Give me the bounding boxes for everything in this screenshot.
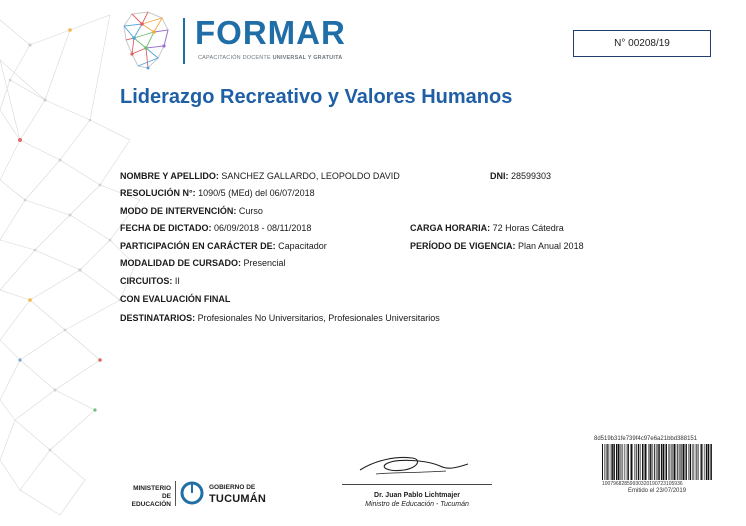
footer-divider — [175, 481, 176, 506]
barcode-bar — [696, 444, 697, 480]
barcode-bar — [608, 444, 609, 480]
barcode-bar — [620, 444, 621, 480]
barcode-bar — [610, 444, 611, 480]
field-destinatarios: DESTINATARIOS: Profesionales No Universitarios, Profesionales Universitarios — [120, 313, 440, 323]
barcode-bar — [648, 444, 649, 480]
field-circuitos: CIRCUITOS: II — [120, 276, 180, 286]
validation-hash: 8d519b31fe739f4c97e6a21bbd388151 — [594, 436, 698, 442]
barcode-bar — [654, 444, 655, 480]
barcode-bar — [633, 444, 634, 480]
gobierno-tucuman-icon — [180, 481, 204, 505]
barcode-bar — [666, 444, 668, 480]
ministry-label: MINISTERIO DE EDUCACIÓN — [131, 485, 171, 508]
barcode-bar — [642, 444, 643, 480]
barcode-bar — [640, 444, 641, 480]
barcode-bar — [676, 444, 677, 480]
barcode-bar — [634, 444, 635, 480]
brand-name: FORMAR — [195, 14, 346, 51]
barcode-bar — [703, 444, 704, 480]
barcode-bar — [618, 444, 620, 480]
barcode-bar — [604, 444, 605, 480]
barcode-bar — [607, 444, 608, 480]
barcode-bar — [680, 444, 681, 480]
course-title: Liderazgo Recreativo y Valores Humanos — [120, 86, 513, 108]
certificate-number: N° 00208/19 — [573, 30, 711, 57]
barcode-bar — [677, 444, 678, 480]
barcode-bar — [669, 444, 670, 480]
barcode-bar — [673, 444, 674, 480]
barcode-bar — [672, 444, 673, 480]
barcode-bar — [652, 444, 653, 480]
tucuman-label: TUCUMÁN — [209, 493, 267, 505]
barcode-bar — [699, 444, 700, 480]
barcode-bar — [668, 444, 669, 480]
signatory-role: Ministro de Educación - Tucumán — [365, 501, 469, 508]
barcode-bar — [706, 444, 708, 480]
barcode-bar — [685, 444, 686, 480]
barcode-bar — [627, 444, 629, 480]
barcode-bar — [638, 444, 640, 480]
field-modalidad: MODALIDAD DE CURSADO: Presencial — [120, 258, 286, 268]
barcode-bar — [631, 444, 632, 480]
barcode-bar — [606, 444, 607, 480]
barcode-bar — [636, 444, 637, 480]
barcode — [602, 444, 712, 480]
barcode-bar — [602, 444, 603, 480]
barcode-bar — [649, 444, 650, 480]
barcode-bar — [674, 444, 676, 480]
barcode-bar — [693, 444, 694, 480]
barcode-bar — [690, 444, 692, 480]
barcode-bar — [647, 444, 648, 480]
barcode-bar — [658, 444, 660, 480]
signature-image — [356, 446, 472, 482]
barcode-bar — [661, 444, 663, 480]
barcode-bar — [688, 444, 689, 480]
field-nombre: NOMBRE Y APELLIDO: SANCHEZ GALLARDO, LEOPOLDO DAVID — [120, 171, 400, 181]
barcode-bar — [611, 444, 613, 480]
field-dni: DNI: 28599303 — [490, 171, 552, 181]
barcode-bar — [645, 444, 647, 480]
formar-logo — [118, 10, 358, 72]
barcode-bar — [622, 444, 623, 480]
barcode-bar — [656, 444, 657, 480]
tucuman-map-icon — [118, 10, 178, 72]
barcode-bar — [683, 444, 685, 480]
barcode-bar — [695, 444, 696, 480]
barcode-bar — [616, 444, 618, 480]
barcode-bar — [692, 444, 693, 480]
barcode-bar — [710, 444, 712, 480]
barcode-bar — [671, 444, 672, 480]
barcode-bar — [626, 444, 627, 480]
field-carga: CARGA HORARIA: 72 Horas Cátedra — [410, 223, 564, 233]
field-participacion: PARTICIPACIÓN EN CARÁCTER DE: Capacitador — [120, 241, 327, 251]
barcode-bar — [653, 444, 654, 480]
barcode-bar — [700, 444, 701, 480]
barcode-bar — [681, 444, 682, 480]
barcode-bar — [650, 444, 651, 480]
field-fecha: FECHA DE DICTADO: 06/09/2018 - 08/11/2018 — [120, 223, 312, 233]
logo-divider — [183, 18, 185, 64]
barcode-number: 10079682859930320190723105936 — [602, 481, 683, 487]
barcode-bar — [708, 444, 710, 480]
barcode-bar — [624, 444, 625, 480]
barcode-bar — [613, 444, 615, 480]
barcode-bar — [679, 444, 680, 480]
barcode-bar — [657, 444, 658, 480]
barcode-bar — [623, 444, 624, 480]
barcode-bar — [704, 444, 705, 480]
barcode-bar — [701, 444, 702, 480]
gobierno-label: GOBIERNO DE — [209, 484, 256, 491]
signature-line — [342, 484, 492, 485]
issue-date: Emitido el 23/07/2019 — [628, 488, 687, 494]
field-modo: MODO DE INTERVENCIÓN: Curso — [120, 206, 263, 216]
field-evaluacion: CON EVALUACIÓN FINAL — [120, 294, 231, 304]
barcode-bar — [663, 444, 665, 480]
barcode-bar — [644, 444, 645, 480]
barcode-bar — [630, 444, 631, 480]
barcode-bar — [686, 444, 687, 480]
signatory-name: Dr. Juan Pablo Lichtmajer — [374, 492, 460, 499]
field-periodo: PERÍODO DE VIGENCIA: Plan Anual 2018 — [410, 241, 584, 251]
field-resolucion: RESOLUCIÓN N°: 1090/5 (MEd) del 06/07/2018 — [120, 188, 315, 198]
brand-tagline: CAPACITACIÓN DOCENTE UNIVERSAL Y GRATUITA — [198, 55, 343, 61]
